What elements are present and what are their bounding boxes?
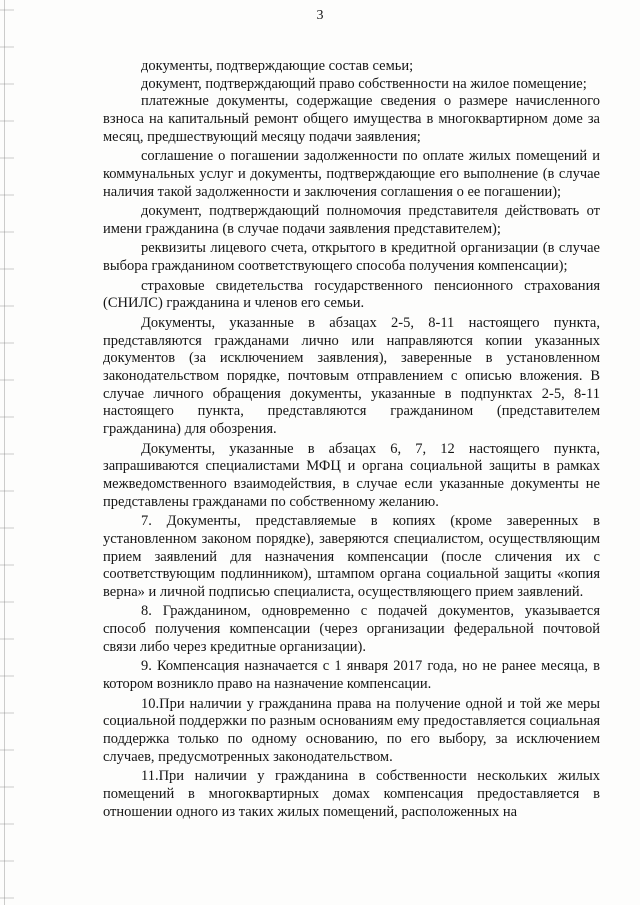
paragraph-item-8: 8. Гражданином, одновременно с подачей документов, указывается способ получения компенсации (через организации федеральной почтовой связи либо через кредитные организации). [103, 603, 600, 655]
paragraph-payment-documents: платежные документы, содержащие сведения о размере начисленного взноса на капитальный ремонт общего имущества в многоквартирном доме за месяц, предшествующий месяцу подачи заявления; [103, 93, 600, 145]
paragraph-item-11: 11.При наличии у гражданина в собственности нескольких жилых помещений в многоквартирных домах компенсация предоставляется в отношении одного из таких жилых помещений, расположенных на [103, 768, 600, 820]
paragraph-snils: страховые свидетельства государственного пенсионного страхования (СНИЛС) гражданина и членов его семьи. [103, 277, 600, 312]
scan-edge-artifact [0, 0, 14, 905]
paragraph-documents-submission: Документы, указанные в абзацах 2-5, 8-11 настоящего пункта, представляются гражданами лично или направляются копии указанных документов (за исключением заявления), заверенные в установленном законодательством порядке, почтовым отправлением с описью вложения. В случае личного обращения документы, указанные в подпунктах 2-5, 8-11 настоящего пункта, представляются гражданином (представителем гражданина) для обозрения. [103, 314, 600, 438]
paragraph-item-10: 10.При наличии у гражданина права на получение одной и той же меры социальной поддержки по разным основаниям ему предоставляется социальная поддержка только по одному основанию, по его выбору, за исключением случаев, предусмотренных законодательством. [103, 695, 600, 765]
page-number: 3 [316, 8, 324, 23]
document-body [103, 58, 600, 823]
paragraph-representative-authority: документ, подтверждающий полномочия представителя действовать от имени гражданина (в случае подачи заявления представителем); [103, 203, 600, 237]
paragraph-debt-agreement: соглашение о погашении задолженности по оплате жилых помещений и коммунальных услуг и документы, подтверждающие его выполнение (в случае наличия такой задолженности и заключения соглашения о ее погашении); [103, 148, 600, 200]
paragraph-family-documents: документы, подтверждающие состав семьи; [141, 58, 414, 74]
paragraph-ownership-document: документ, подтверждающий право собственности на жилое помещение; [141, 75, 587, 92]
paragraph-item-7: 7. Документы, представляемые в копиях (кроме заверенных в установленном законом порядке), заверяются специалистом, осуществляющим прием заявлений для назначения компенсации (после сличения их с соответствующим подлинником), штампом органа социальной защиты «копия верна» и личной подписью специалиста, осуществляющего прием заявлений. [103, 513, 600, 600]
paragraph-bank-account-details: реквизиты лицевого счета, открытого в кредитной организации (в случае выбора гражданином соответствующего способа получения компенсации); [103, 240, 600, 275]
paragraph-item-9: 9. Компенсация назначается с 1 января 2017 года, но не ранее месяца, в котором возникло право на назначение компенсации. [103, 658, 600, 693]
paragraph-interagency-requests: Документы, указанные в абзацах 6, 7, 12 настоящего пункта, запрашиваются специалистами МФЦ и органа социальной защиты в рамках межведомственного взаимодействия, в случае если указанные документы не представлены гражданами по собственному желанию. [103, 440, 600, 510]
